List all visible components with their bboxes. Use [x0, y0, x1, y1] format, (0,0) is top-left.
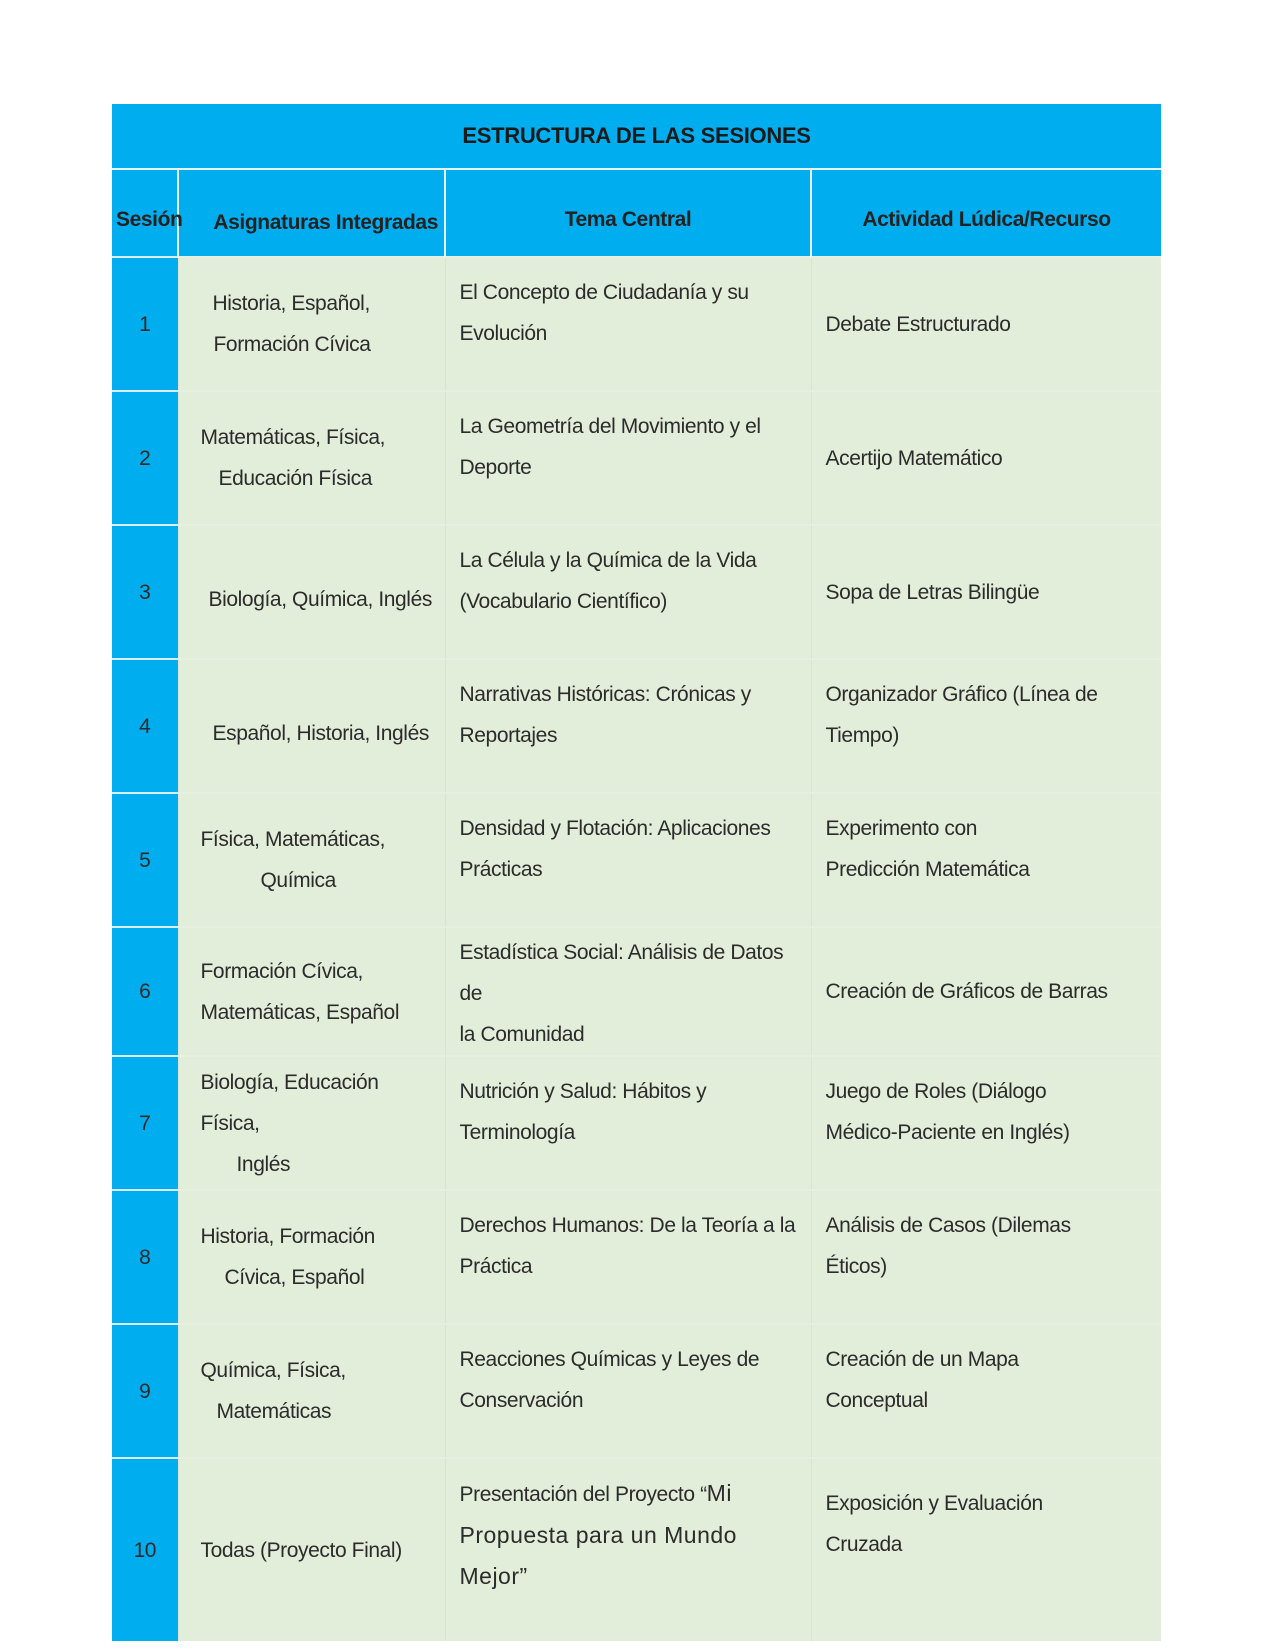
topic-line: Prácticas — [459, 858, 543, 881]
subjects-cell — [178, 1190, 445, 1324]
activity-line: Predicción Matemática — [825, 858, 1030, 881]
table-row — [112, 1458, 1161, 1641]
header-subjects: Asignaturas Integradas — [178, 169, 445, 257]
table-row — [112, 391, 1161, 525]
session-number: 2 — [112, 391, 178, 525]
subjects-line: Todas (Proyecto Final) — [200, 1538, 402, 1562]
activity-cell — [811, 927, 1161, 1056]
subjects-line: Matemáticas — [216, 1400, 332, 1423]
activity-cell — [811, 1190, 1161, 1324]
topic-line: Densidad y Flotación: Aplicaciones — [459, 817, 771, 840]
topic-line: Propuesta para un Mundo — [459, 1522, 737, 1548]
session-number: 1 — [112, 257, 178, 391]
subjects-line: Formación Cívica, — [200, 959, 363, 983]
subjects-line: Biología, Química, Inglés — [208, 587, 432, 611]
activity-cell — [811, 257, 1161, 391]
subjects-line: Matemáticas, Español — [200, 1000, 400, 1024]
session-number: 10 — [112, 1458, 178, 1641]
activity-line: Médico-Paciente en Inglés) — [825, 1121, 1070, 1144]
activity-line: Cruzada — [825, 1533, 903, 1556]
table-row — [112, 1324, 1161, 1458]
topic-line: Terminología — [459, 1121, 575, 1144]
subjects-cell — [178, 659, 445, 793]
subjects-cell — [178, 1458, 445, 1641]
topic-cell — [445, 525, 811, 659]
subjects-line: Historia, Español, — [212, 292, 370, 315]
session-number: 5 — [112, 793, 178, 927]
activity-line: Éticos) — [825, 1255, 887, 1278]
topic-cell — [445, 927, 811, 1056]
session-number: 7 — [112, 1056, 178, 1190]
subjects-line: Biología, Educación Física, — [200, 1070, 379, 1135]
subjects-line: Física, Matemáticas, — [200, 828, 386, 851]
table-row — [112, 659, 1161, 793]
topic-cell — [445, 1190, 811, 1324]
topic-line: (Vocabulario Científico) — [459, 590, 668, 613]
topic-line: El Concepto de Ciudadanía y su — [459, 281, 749, 304]
session-number: 8 — [112, 1190, 178, 1324]
topic-line: Evolución — [459, 322, 547, 345]
activity-line: Conceptual — [825, 1389, 928, 1412]
activity-cell — [811, 659, 1161, 793]
activity-line: Acertijo Matemático — [825, 446, 1003, 470]
subjects-cell — [178, 1056, 445, 1190]
topic-cell — [445, 391, 811, 525]
activity-line: Sopa de Letras Bilingüe — [825, 580, 1040, 604]
table-row — [112, 525, 1161, 659]
topic-text: Mi — [706, 1480, 732, 1506]
topic-cell — [445, 659, 811, 793]
subjects-line: Historia, Formación — [200, 1225, 375, 1248]
topic-text: Presentación del Proyecto “ — [459, 1483, 707, 1506]
header-activity: Actividad Lúdica/Recurso — [811, 169, 1161, 257]
activity-cell — [811, 391, 1161, 525]
table-row — [112, 927, 1161, 1056]
activity-cell — [811, 525, 1161, 659]
topic-line: La Geometría del Movimiento y el — [459, 415, 761, 438]
topic-cell — [445, 1458, 811, 1641]
topic-line: Mejor” — [459, 1563, 528, 1589]
subjects-cell — [178, 793, 445, 927]
subjects-cell — [178, 1324, 445, 1458]
subjects-cell — [178, 525, 445, 659]
table-row — [112, 1056, 1161, 1190]
session-number: 3 — [112, 525, 178, 659]
subjects-line: Matemáticas, Física, — [200, 426, 386, 449]
activity-cell — [811, 1324, 1161, 1458]
topic-line: Narrativas Históricas: Crónicas y — [459, 683, 751, 706]
topic-line: Derechos Humanos: De la Teoría a la — [459, 1214, 796, 1237]
activity-cell — [811, 1056, 1161, 1190]
subjects-cell — [178, 391, 445, 525]
header-session: Sesión — [112, 169, 178, 257]
topic-cell — [445, 1056, 811, 1190]
topic-cell — [445, 257, 811, 391]
activity-line: Organizador Gráfico (Línea de — [825, 683, 1098, 706]
topic-line — [460, 1473, 809, 1515]
session-number: 6 — [112, 927, 178, 1056]
activity-cell — [811, 793, 1161, 927]
topic-line: La Célula y la Química de la Vida — [459, 549, 757, 572]
table-title: ESTRUCTURA DE LAS SESIONES — [112, 104, 1161, 169]
activity-line: Creación de un Mapa — [825, 1348, 1019, 1371]
activity-line: Juego de Roles (Diálogo — [825, 1080, 1047, 1103]
topic-line: Estadística Social: Análisis de Datos de — [459, 941, 784, 1005]
topic-line: Reportajes — [459, 724, 558, 747]
table-row — [112, 1190, 1161, 1324]
table-row — [112, 793, 1161, 927]
subjects-cell — [178, 257, 445, 391]
session-number: 4 — [112, 659, 178, 793]
sessions-structure-table — [112, 104, 1161, 1641]
activity-line: Experimento con — [825, 817, 978, 840]
topic-line: Deporte — [459, 456, 532, 479]
header-topic: Tema Central — [445, 169, 811, 257]
subjects-line: Cívica, Español — [224, 1266, 365, 1289]
activity-line: Análisis de Casos (Dilemas — [825, 1214, 1071, 1237]
subjects-line: Educación Física — [218, 467, 373, 490]
topic-line: la Comunidad — [459, 1023, 585, 1046]
subjects-line: Inglés — [236, 1152, 291, 1176]
activity-line: Tiempo) — [825, 724, 899, 747]
topic-line: Reacciones Químicas y Leyes de — [459, 1348, 760, 1371]
topic-line: Conservación — [459, 1389, 584, 1412]
topic-cell — [445, 793, 811, 927]
subjects-line: Química, Física, — [200, 1359, 346, 1382]
subjects-cell — [178, 927, 445, 1056]
activity-cell — [811, 1458, 1161, 1641]
activity-line: Exposición y Evaluación — [825, 1492, 1043, 1515]
topic-line: Nutrición y Salud: Hábitos y — [459, 1080, 707, 1103]
topic-cell — [445, 1324, 811, 1458]
topic-line: Práctica — [459, 1255, 533, 1278]
subjects-line: Química — [260, 869, 336, 892]
subjects-line: Español, Historia, Inglés — [212, 721, 429, 745]
session-number: 9 — [112, 1324, 178, 1458]
activity-line: Creación de Gráficos de Barras — [825, 980, 1108, 1003]
activity-line: Debate Estructurado — [825, 312, 1011, 336]
subjects-line: Formación Cívica — [213, 333, 371, 356]
table-row — [112, 257, 1161, 391]
